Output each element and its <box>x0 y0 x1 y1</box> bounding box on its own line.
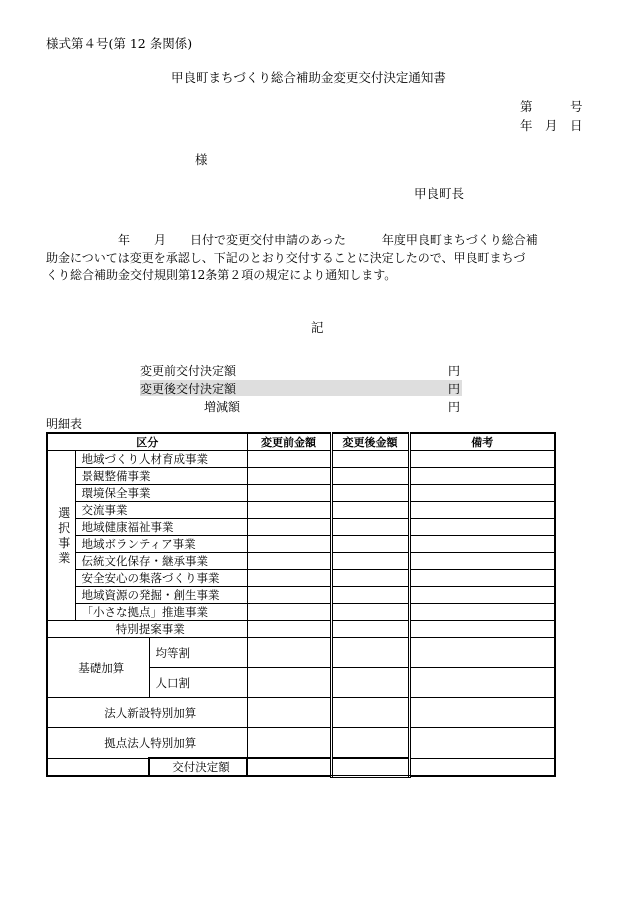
before-cell[interactable] <box>247 587 331 604</box>
selection-item: 地域資源の発掘・創生事業 <box>75 587 247 604</box>
selection-item: 環境保全事業 <box>75 485 247 502</box>
after-cell[interactable] <box>331 570 409 587</box>
corp-base-label: 拠点法人特別加算 <box>47 728 247 759</box>
before-cell[interactable] <box>247 502 331 519</box>
table-row <box>47 502 555 519</box>
after-cell[interactable] <box>331 698 409 728</box>
selection-item: 地域ボランティア事業 <box>75 536 247 553</box>
before-cell[interactable] <box>247 698 331 728</box>
remarks-cell[interactable] <box>409 604 555 621</box>
before-cell[interactable] <box>247 468 331 485</box>
before-cell[interactable] <box>247 728 331 759</box>
before-cell[interactable] <box>247 553 331 570</box>
basic-addition-label: 基礎加算 <box>47 638 149 698</box>
table-row <box>47 604 555 621</box>
total-before-cell[interactable] <box>247 758 331 776</box>
after-cell[interactable] <box>331 638 409 668</box>
document-title: 甲良町まちづくり総合補助金変更交付決定通知書 <box>171 70 446 85</box>
before-cell[interactable] <box>247 519 331 536</box>
addressee-suffix: 様 <box>195 152 208 167</box>
table-row <box>47 570 555 587</box>
header-before: 変更前金額 <box>247 433 331 451</box>
summary-before <box>140 362 462 378</box>
total-blank <box>47 758 149 776</box>
remarks-cell[interactable] <box>409 451 555 468</box>
selection-item: 交流事業 <box>75 502 247 519</box>
before-cell[interactable] <box>247 604 331 621</box>
after-cell[interactable] <box>331 621 409 638</box>
after-cell[interactable] <box>331 553 409 570</box>
remarks-cell[interactable] <box>409 553 555 570</box>
selection-item: 「小さな拠点」推進事業 <box>75 604 247 621</box>
selection-item: 地域づくり人材育成事業 <box>75 451 247 468</box>
detail-caption: 明細表 <box>46 417 83 431</box>
after-cell[interactable] <box>331 668 409 698</box>
before-cell[interactable] <box>247 638 331 668</box>
before-cell[interactable] <box>247 485 331 502</box>
remarks-cell[interactable] <box>409 519 555 536</box>
issuer: 甲良町長 <box>414 186 465 201</box>
summary-diff <box>140 398 462 414</box>
document-number: 第 号 <box>520 99 583 114</box>
table-row <box>47 468 555 485</box>
remarks-cell[interactable] <box>409 536 555 553</box>
table-row <box>47 536 555 553</box>
remarks-cell[interactable] <box>409 698 555 728</box>
remarks-cell[interactable] <box>409 570 555 587</box>
total-label: 交付決定額 <box>149 758 247 776</box>
remarks-cell[interactable] <box>409 621 555 638</box>
remarks-cell[interactable] <box>409 638 555 668</box>
remarks-cell[interactable] <box>409 587 555 604</box>
header-remarks: 備考 <box>409 433 555 451</box>
selection-item: 安全安心の集落づくり事業 <box>75 570 247 587</box>
header-after: 変更後金額 <box>331 433 409 451</box>
total-remarks-blank <box>409 758 555 776</box>
table-row <box>47 485 555 502</box>
after-cell[interactable] <box>331 468 409 485</box>
basic-item-equal: 均等割 <box>149 638 247 668</box>
selection-group-label: 選択事業 <box>47 451 75 621</box>
table-row <box>47 728 555 759</box>
selection-item: 伝統文化保存・継承事業 <box>75 553 247 570</box>
before-cell[interactable] <box>247 668 331 698</box>
summary-after-unit: 円 <box>447 382 460 396</box>
table-header-row <box>47 433 555 451</box>
selection-item: 景観整備事業 <box>75 468 247 485</box>
basic-item-population: 人口割 <box>149 668 247 698</box>
remarks-cell[interactable] <box>409 502 555 519</box>
table-row <box>47 451 555 468</box>
corp-new-label: 法人新設特別加算 <box>47 698 247 728</box>
table-row <box>47 519 555 536</box>
summary-before-unit: 円 <box>447 364 460 378</box>
table-total-row <box>47 758 555 776</box>
after-cell[interactable] <box>331 587 409 604</box>
summary-after <box>140 380 462 396</box>
summary-diff-unit: 円 <box>447 400 460 414</box>
body-line-1: 年 月 日付で変更交付申請のあった 年度甲良町まちづくり総合補 <box>118 233 538 247</box>
table-row <box>47 553 555 570</box>
table-row <box>47 621 555 638</box>
after-cell[interactable] <box>331 728 409 759</box>
after-cell[interactable] <box>331 485 409 502</box>
form-number: 様式第４号(第 12 条関係) <box>46 36 193 51</box>
after-cell[interactable] <box>331 451 409 468</box>
before-cell[interactable] <box>247 570 331 587</box>
remarks-cell[interactable] <box>409 468 555 485</box>
summary-before-label: 変更前交付決定額 <box>140 364 237 378</box>
after-cell[interactable] <box>331 536 409 553</box>
after-cell[interactable] <box>331 502 409 519</box>
remarks-cell[interactable] <box>409 668 555 698</box>
header-category: 区分 <box>47 433 247 451</box>
summary-after-label: 変更後交付決定額 <box>140 382 237 396</box>
special-proposal-label: 特別提案事業 <box>47 621 247 638</box>
after-cell[interactable] <box>331 519 409 536</box>
remarks-cell[interactable] <box>409 728 555 759</box>
before-cell[interactable] <box>247 536 331 553</box>
body-line-2: 助金については変更を承認し、下記のとおり交付することに決定したので、甲良町まちづ <box>46 250 526 265</box>
remarks-cell[interactable] <box>409 485 555 502</box>
notice-body <box>46 232 591 285</box>
body-line-3: くり総合補助金交付規則第12条第２項の規定により通知します。 <box>46 268 397 282</box>
table-row <box>47 587 555 604</box>
document-date: 年 月 日 <box>520 118 583 133</box>
before-cell[interactable] <box>247 621 331 638</box>
ki-heading: 記 <box>311 320 324 335</box>
selection-item: 地域健康福祉事業 <box>75 519 247 536</box>
table-row <box>47 638 555 668</box>
table-row <box>47 698 555 728</box>
after-cell[interactable] <box>331 604 409 621</box>
detail-table <box>46 432 556 778</box>
before-cell[interactable] <box>247 451 331 468</box>
total-after-cell[interactable] <box>331 758 409 776</box>
summary-diff-label: 増減額 <box>204 400 241 414</box>
